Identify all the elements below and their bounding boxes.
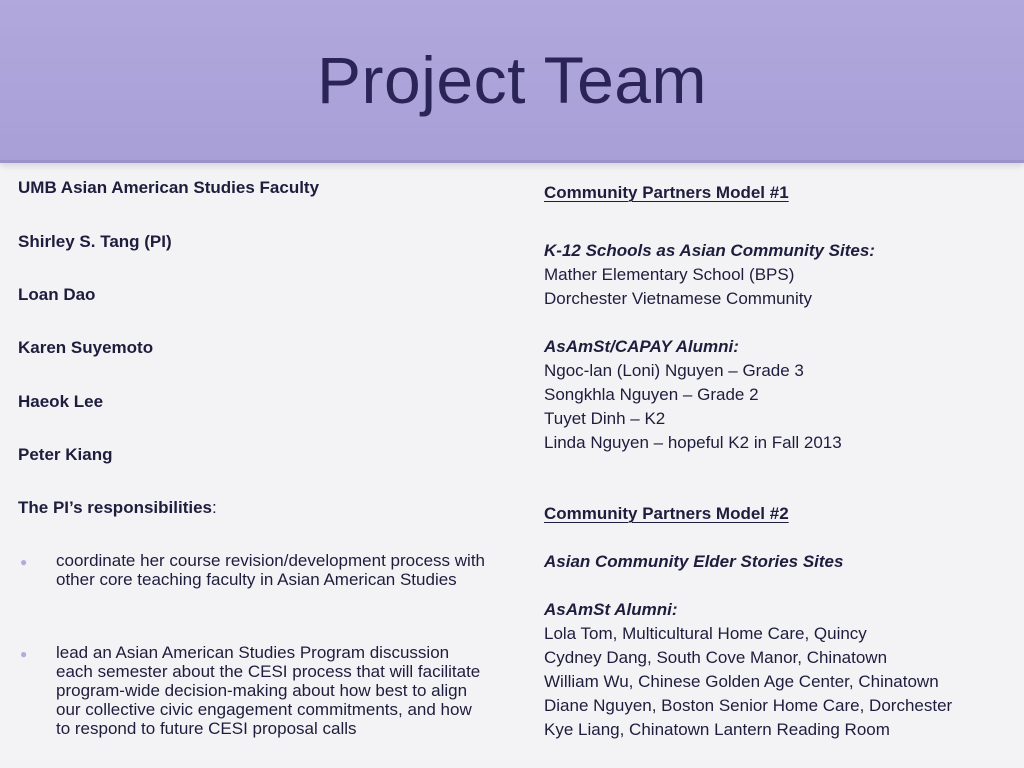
model1-group1-label: K-12 Schools as Asian Community Sites: xyxy=(544,241,875,260)
faculty-member: Loan Dao xyxy=(18,285,96,304)
model1-heading: Community Partners Model #1 xyxy=(544,183,789,202)
model2-alumni: Kye Liang, Chinatown Lantern Reading Room xyxy=(544,720,890,739)
responsibility-text: lead an Asian American Studies Program discussion each semester about the CESI process that will facilitate program-wide decision-making about how best to align our collective civic engagement commitments, and how to respond to future CESI proposal calls xyxy=(56,643,481,738)
model2-group2-label: AsAmSt Alumni: xyxy=(544,600,678,619)
model1-group2-label: AsAmSt/CAPAY Alumni: xyxy=(544,337,739,356)
model1-alumni: Songkhla Nguyen – Grade 2 xyxy=(544,385,759,404)
bullet-icon: ● xyxy=(20,555,28,569)
model2-alumni: Diane Nguyen, Boston Senior Home Care, Dorchester xyxy=(544,696,953,715)
model2-alumni: Cydney Dang, South Cove Manor, Chinatown xyxy=(544,648,888,667)
responsibility-text: coordinate her course revision/development process with other core teaching faculty in Asian American Studies xyxy=(56,551,486,589)
model1-alumni: Linda Nguyen – hopeful K2 in Fall 2013 xyxy=(544,433,842,452)
faculty-heading: UMB Asian American Studies Faculty xyxy=(18,178,320,197)
faculty-member: Shirley S. Tang (PI) xyxy=(18,232,172,251)
model2-alumni: William Wu, Chinese Golden Age Center, Chinatown xyxy=(544,672,939,691)
faculty-member: Peter Kiang xyxy=(18,445,113,464)
model1-site: Dorchester Vietnamese Community xyxy=(544,289,813,308)
model1-alumni: Tuyet Dinh – K2 xyxy=(544,409,666,428)
model2-alumni: Lola Tom, Multicultural Home Care, Quincy xyxy=(544,624,867,643)
faculty-member: Haeok Lee xyxy=(18,392,104,411)
bullet-icon: ● xyxy=(20,647,28,661)
title-banner xyxy=(0,0,1024,163)
faculty-member: Karen Suyemoto xyxy=(18,338,154,357)
model2-heading: Community Partners Model #2 xyxy=(544,504,789,523)
model2-group1-label: Asian Community Elder Stories Sites xyxy=(544,552,844,571)
model1-site: Mather Elementary School (BPS) xyxy=(544,265,795,284)
model1-alumni: Ngoc-lan (Loni) Nguyen – Grade 3 xyxy=(544,361,804,380)
page-title: Project Team xyxy=(317,43,707,117)
responsibilities-label: The PI’s responsibilities: xyxy=(18,498,217,517)
